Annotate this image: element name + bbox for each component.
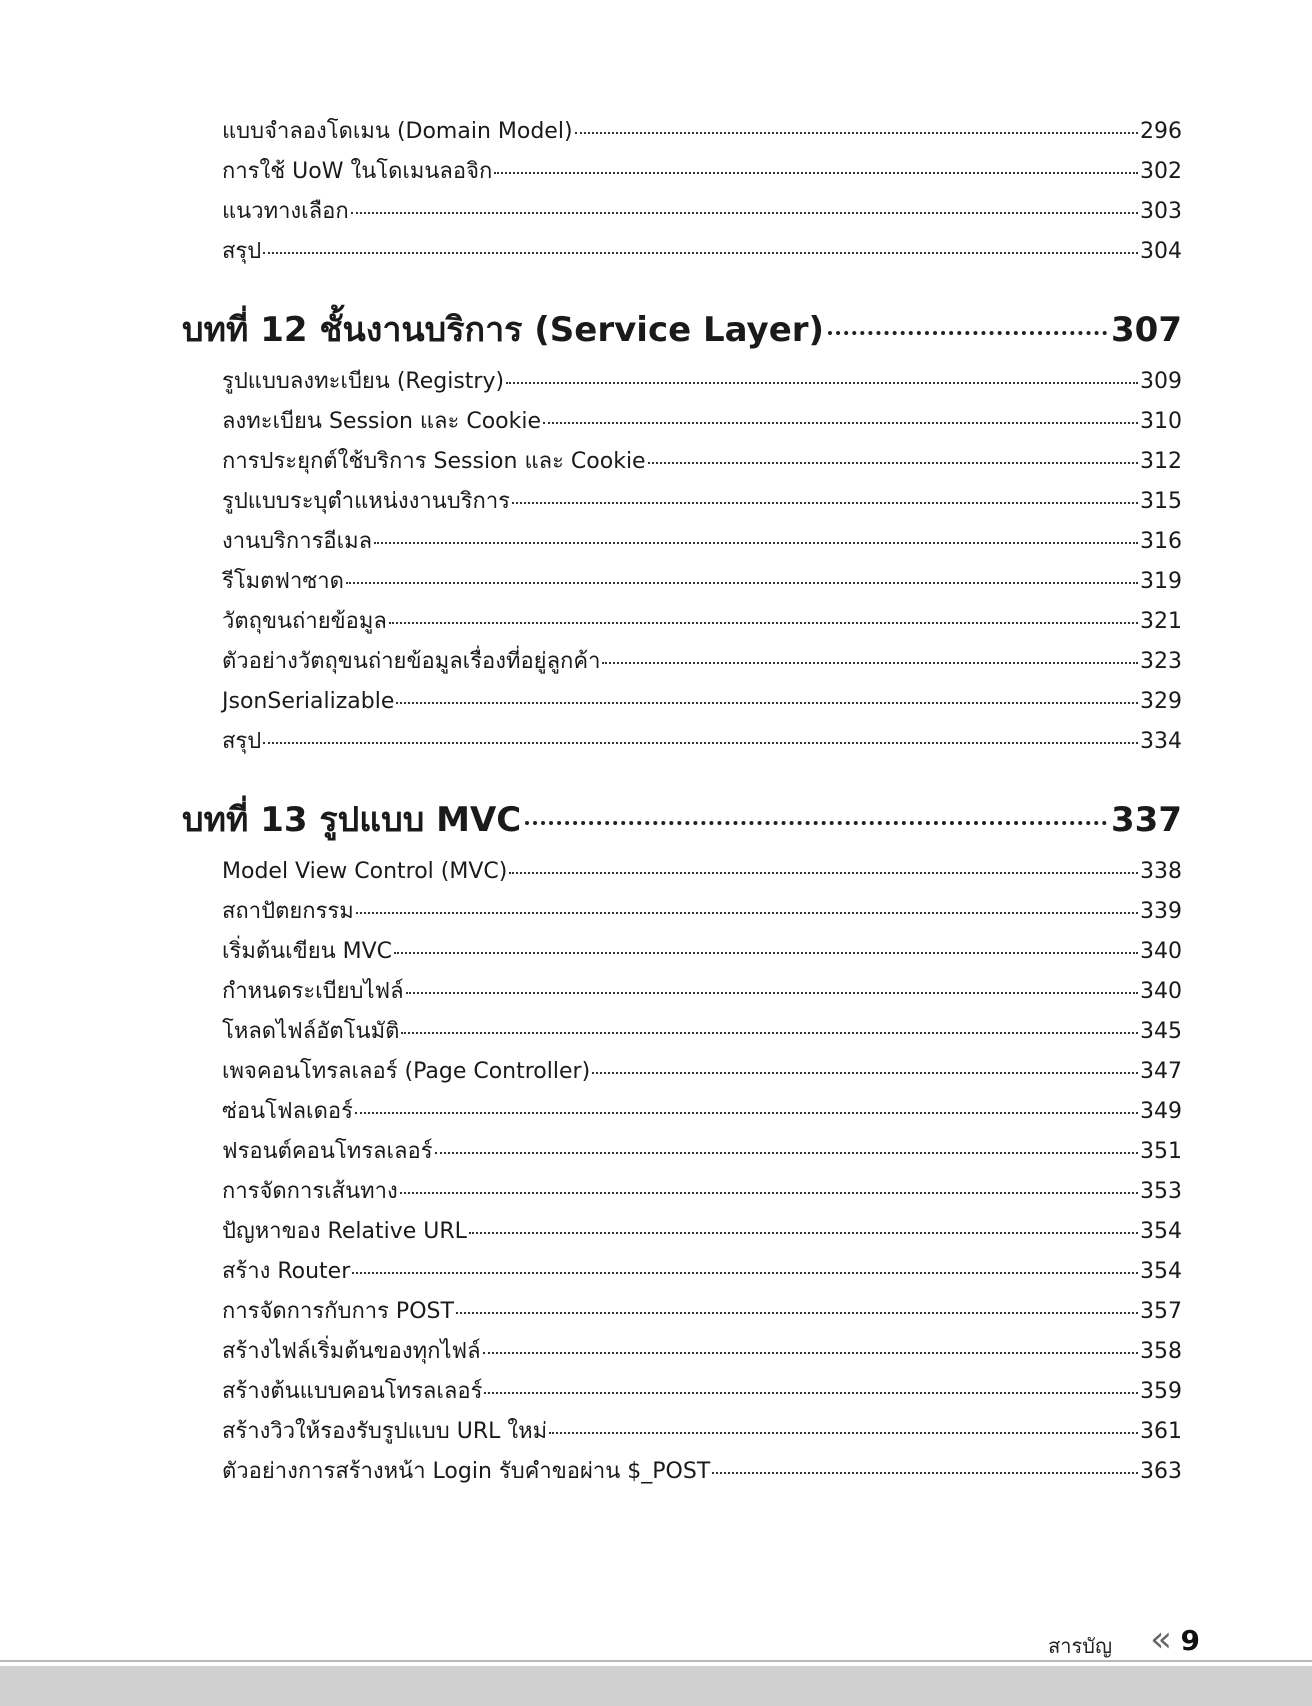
toc-entry-page-number: 359	[1140, 1379, 1182, 1404]
dot-leader	[506, 382, 1138, 384]
dot-leader	[469, 1232, 1138, 1234]
toc-entry-page-number: 338	[1140, 859, 1182, 884]
toc-entry[interactable]	[182, 722, 1182, 762]
toc-entry[interactable]	[182, 642, 1182, 682]
toc-entry[interactable]	[182, 192, 1182, 232]
dot-leader	[549, 1432, 1138, 1434]
dot-leader	[263, 252, 1138, 254]
toc-entry[interactable]	[182, 152, 1182, 192]
toc-entry-page-number: 340	[1140, 979, 1182, 1004]
toc-entry[interactable]	[182, 1452, 1182, 1492]
toc-entry-page-number: 351	[1140, 1139, 1182, 1164]
toc-entry[interactable]	[182, 892, 1182, 932]
toc-entry-title: ฟรอนต์คอนโทรลเลอร์	[222, 1139, 433, 1164]
toc-entry[interactable]	[182, 932, 1182, 972]
toc-entry-title: โหลดไฟล์อัตโนมัติ	[222, 1019, 400, 1044]
toc-entry-page-number: 363	[1140, 1459, 1182, 1484]
toc-entry-page-number: 354	[1140, 1259, 1182, 1284]
toc-entry-title: ตัวอย่างการสร้างหน้า Login รับคำขอผ่าน $_POST	[222, 1459, 711, 1484]
dot-leader	[543, 422, 1138, 424]
toc-entry[interactable]	[182, 1412, 1182, 1452]
toc-entry-title: วัตถุขนถ่ายข้อมูล	[222, 609, 387, 634]
toc-entry-title: การจัดการกับการ POST	[222, 1299, 454, 1324]
chapter-heading[interactable]	[182, 304, 1182, 356]
toc-entry[interactable]	[182, 482, 1182, 522]
footer-section-label: สารบัญ	[1048, 1634, 1112, 1658]
toc-entry-page-number: 302	[1140, 159, 1182, 184]
toc-entry-page-number: 323	[1140, 649, 1182, 674]
toc-entry[interactable]	[182, 1052, 1182, 1092]
dot-leader	[828, 331, 1107, 335]
dot-leader	[512, 502, 1138, 504]
dot-leader	[406, 992, 1138, 994]
footer-divider	[0, 1660, 1312, 1662]
toc-entry-title: ปัญหาของ Relative URL	[222, 1219, 467, 1244]
toc-entry-title: เพจคอนโทรลเลอร์ (Page Controller)	[222, 1059, 591, 1084]
toc-entry-page-number: 347	[1140, 1059, 1182, 1084]
toc-entry[interactable]	[182, 1012, 1182, 1052]
dot-leader	[401, 1032, 1138, 1034]
dot-leader	[355, 1112, 1138, 1114]
footer-page-number: 9	[1180, 1624, 1200, 1657]
double-chevron-left-icon: «	[1149, 1619, 1172, 1660]
toc-entry-title: งานบริการอีเมล	[222, 529, 373, 554]
toc-entry-title: รีโมตฟาซาด	[222, 569, 344, 594]
dot-leader	[575, 132, 1138, 134]
toc-entry-page-number: 312	[1140, 449, 1182, 474]
toc-entry[interactable]	[182, 1132, 1182, 1172]
toc-entry[interactable]	[182, 112, 1182, 152]
toc-entry[interactable]	[182, 1252, 1182, 1292]
toc-entry[interactable]	[182, 1172, 1182, 1212]
toc-entry[interactable]	[182, 1092, 1182, 1132]
toc-entry-title: สถาปัตยกรรม	[222, 899, 354, 924]
toc-entry[interactable]	[182, 402, 1182, 442]
footer-band	[0, 1666, 1312, 1706]
toc-entry[interactable]	[182, 442, 1182, 482]
toc-entry-page-number: 315	[1140, 489, 1182, 514]
chapter-title: บทที่ 13 รูปแบบ MVC	[182, 800, 522, 840]
toc-entry-title: การใช้ UoW ในโดเมนลอจิก	[222, 159, 493, 184]
dot-leader	[435, 1152, 1138, 1154]
toc-entry-page-number: 321	[1140, 609, 1182, 634]
toc-entry-page-number: 329	[1140, 689, 1182, 714]
toc-entry-page-number: 309	[1140, 369, 1182, 394]
dot-leader	[396, 702, 1138, 704]
toc-entry-title: สรุป	[222, 729, 262, 754]
chapter-title: บทที่ 12 ชั้นงานบริการ (Service Layer)	[182, 310, 825, 350]
toc-entry-title: สร้างไฟล์เริ่มต้นของทุกไฟล์	[222, 1339, 481, 1364]
toc-entry-page-number: 340	[1140, 939, 1182, 964]
toc-entry-page-number: 334	[1140, 729, 1182, 754]
toc-entry[interactable]	[182, 1372, 1182, 1412]
dot-leader	[351, 212, 1138, 214]
toc-entry-title: ลงทะเบียน Session และ Cookie	[222, 409, 542, 434]
toc-entry-title: การจัดการเส้นทาง	[222, 1179, 398, 1204]
toc-entry-title: สร้างวิวให้รองรับรูปแบบ URL ใหม่	[222, 1419, 548, 1444]
toc-entry-title: ตัวอย่างวัตถุขนถ่ายข้อมูลเรื่องที่อยู่ลูกค้า	[222, 649, 601, 674]
toc-entry-page-number: 345	[1140, 1019, 1182, 1044]
toc-entry-page-number: 358	[1140, 1339, 1182, 1364]
dot-leader	[525, 821, 1107, 825]
chapter-page-number: 307	[1111, 310, 1182, 350]
dot-leader	[356, 912, 1138, 914]
toc-entry-title: JsonSerializable	[222, 689, 395, 714]
toc-entry-page-number: 357	[1140, 1299, 1182, 1324]
dot-leader	[494, 172, 1138, 174]
toc-entry-title: กำหนดระเบียบไฟล์	[222, 979, 404, 1004]
toc-entry[interactable]	[182, 232, 1182, 272]
toc-entry-page-number: 316	[1140, 529, 1182, 554]
toc-entry[interactable]	[182, 362, 1182, 402]
dot-leader	[456, 1312, 1138, 1314]
toc-entry-title: รูปแบบลงทะเบียน (Registry)	[222, 369, 505, 394]
toc-entry[interactable]	[182, 972, 1182, 1012]
toc-entry[interactable]	[182, 1212, 1182, 1252]
toc-entry-page-number: 339	[1140, 899, 1182, 924]
toc-entry-page-number: 304	[1140, 239, 1182, 264]
toc-entry[interactable]	[182, 1332, 1182, 1372]
dot-leader	[346, 582, 1138, 584]
toc-entry[interactable]	[182, 522, 1182, 562]
toc-entry-page-number: 303	[1140, 199, 1182, 224]
toc-entry-page-number: 354	[1140, 1219, 1182, 1244]
dot-leader	[263, 742, 1138, 744]
dot-leader	[352, 1272, 1138, 1274]
dot-leader	[712, 1472, 1138, 1474]
toc-entry[interactable]	[182, 682, 1182, 722]
toc-entry-page-number: 353	[1140, 1179, 1182, 1204]
dot-leader	[374, 542, 1138, 544]
toc-entry-title: เริ่มต้นเขียน MVC	[222, 939, 393, 964]
dot-leader	[648, 462, 1138, 464]
page-footer	[0, 1620, 1312, 1660]
dot-leader	[389, 622, 1138, 624]
dot-leader	[483, 1352, 1138, 1354]
dot-leader	[509, 872, 1138, 874]
dot-leader	[400, 1192, 1138, 1194]
toc-entry[interactable]	[182, 602, 1182, 642]
table-of-contents	[182, 112, 1182, 1492]
toc-entry-title: รูปแบบระบุตำแหน่งงานบริการ	[222, 489, 510, 514]
toc-entry-title: Model View Control (MVC)	[222, 859, 508, 884]
dot-leader	[592, 1072, 1138, 1074]
toc-entry-title: สรุป	[222, 239, 262, 264]
chapter-heading[interactable]	[182, 794, 1182, 846]
chapter-page-number: 337	[1111, 800, 1182, 840]
toc-entry-title: การประยุกต์ใช้บริการ Session และ Cookie	[222, 449, 646, 474]
toc-entry-page-number: 319	[1140, 569, 1182, 594]
toc-entry[interactable]	[182, 1292, 1182, 1332]
dot-leader	[602, 662, 1138, 664]
dot-leader	[484, 1392, 1138, 1394]
toc-entry-title: ซ่อนโฟลเดอร์	[222, 1099, 353, 1124]
toc-entry-title: แนวทางเลือก	[222, 199, 349, 224]
toc-entry-title: แบบจำลองโดเมน (Domain Model)	[222, 119, 573, 144]
toc-entry-title: สร้าง Router	[222, 1259, 351, 1284]
toc-entry-page-number: 296	[1140, 119, 1182, 144]
toc-entry[interactable]	[182, 562, 1182, 602]
toc-entry-title: สร้างต้นแบบคอนโทรลเลอร์	[222, 1379, 483, 1404]
toc-entry[interactable]	[182, 852, 1182, 892]
dot-leader	[394, 952, 1138, 954]
toc-entry-page-number: 310	[1140, 409, 1182, 434]
toc-entry-page-number: 349	[1140, 1099, 1182, 1124]
toc-entry-page-number: 361	[1140, 1419, 1182, 1444]
